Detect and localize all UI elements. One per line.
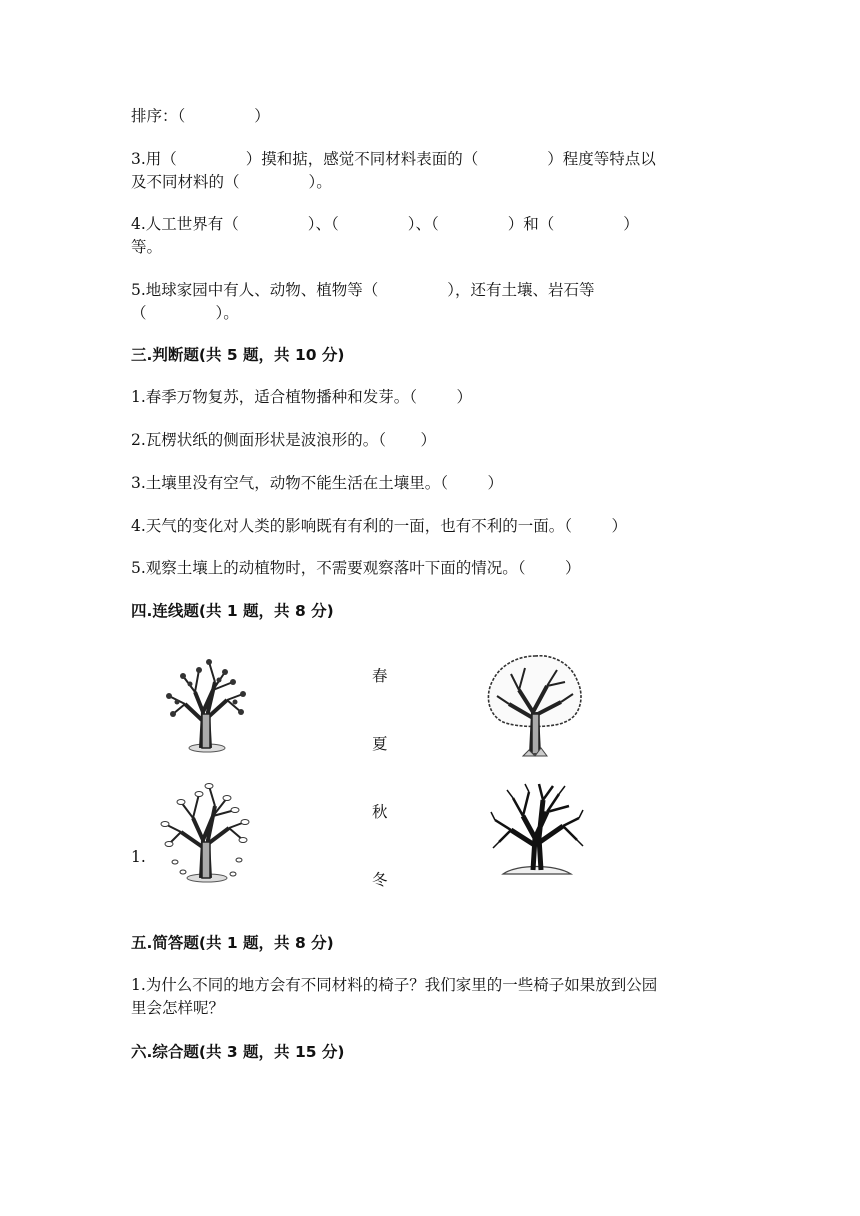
season-autumn-label: 秋 — [372, 803, 388, 821]
question-3-line-1: 3.用（ ）摸和掂，感觉不同材料表面的（ ）程度等特点以 — [131, 150, 656, 168]
judgment-item-4: 4.天气的变化对人类的影响既有有利的一面，也有不利的一面。（ ） — [131, 517, 627, 535]
tree-autumn-icon — [153, 778, 259, 886]
judgment-item-5: 5.观察土壤上的动植物时，不需要观察落叶下面的情况。（ ） — [131, 559, 581, 577]
matching-heading: 四.连线题(共 1 题，共 8 分) — [131, 602, 334, 620]
question-3-line-2: 及不同材料的（ ）。 — [131, 173, 332, 191]
tree-spring-icon — [155, 652, 255, 754]
season-summer-label: 夏 — [372, 735, 388, 753]
judgment-item-2: 2.瓦楞状纸的侧面形状是波浪形的。（ ） — [131, 431, 437, 449]
short-answer-q1-line-2: 里会怎样呢？ — [131, 999, 225, 1017]
season-winter-label: 冬 — [372, 871, 388, 889]
tree-summer-icon — [483, 652, 587, 760]
question-4-line-2: 等。 — [131, 238, 163, 256]
season-spring-label: 春 — [372, 667, 388, 685]
short-answer-q1-line-1: 1.为什么不同的地方会有不同材料的椅子？我们家里的一些椅子如果放到公园 — [131, 976, 658, 994]
judgment-item-3: 3.土壤里没有空气，动物不能生活在土壤里。（ ） — [131, 474, 503, 492]
question-5-line-2: （ ）。 — [131, 304, 239, 322]
sort-line: 排序：（ ） — [131, 107, 270, 125]
matching-question-number: 1. — [131, 848, 146, 866]
judgment-heading: 三.判断题(共 5 题，共 10 分) — [131, 346, 345, 364]
question-5-line-1: 5.地球家园中有人、动物、植物等（ ），还有土壤、岩石等 — [131, 281, 595, 299]
tree-winter-icon — [489, 780, 585, 878]
comprehensive-heading: 六.综合题(共 3 题，共 15 分) — [131, 1043, 345, 1061]
judgment-item-1: 1.春季万物复苏，适合植物播种和发芽。（ ） — [131, 388, 472, 406]
question-4-line-1: 4.人工世界有（ ）、（ ）、（ ）和（ ） — [131, 215, 639, 233]
short-answer-heading: 五.简答题(共 1 题，共 8 分) — [131, 934, 334, 952]
